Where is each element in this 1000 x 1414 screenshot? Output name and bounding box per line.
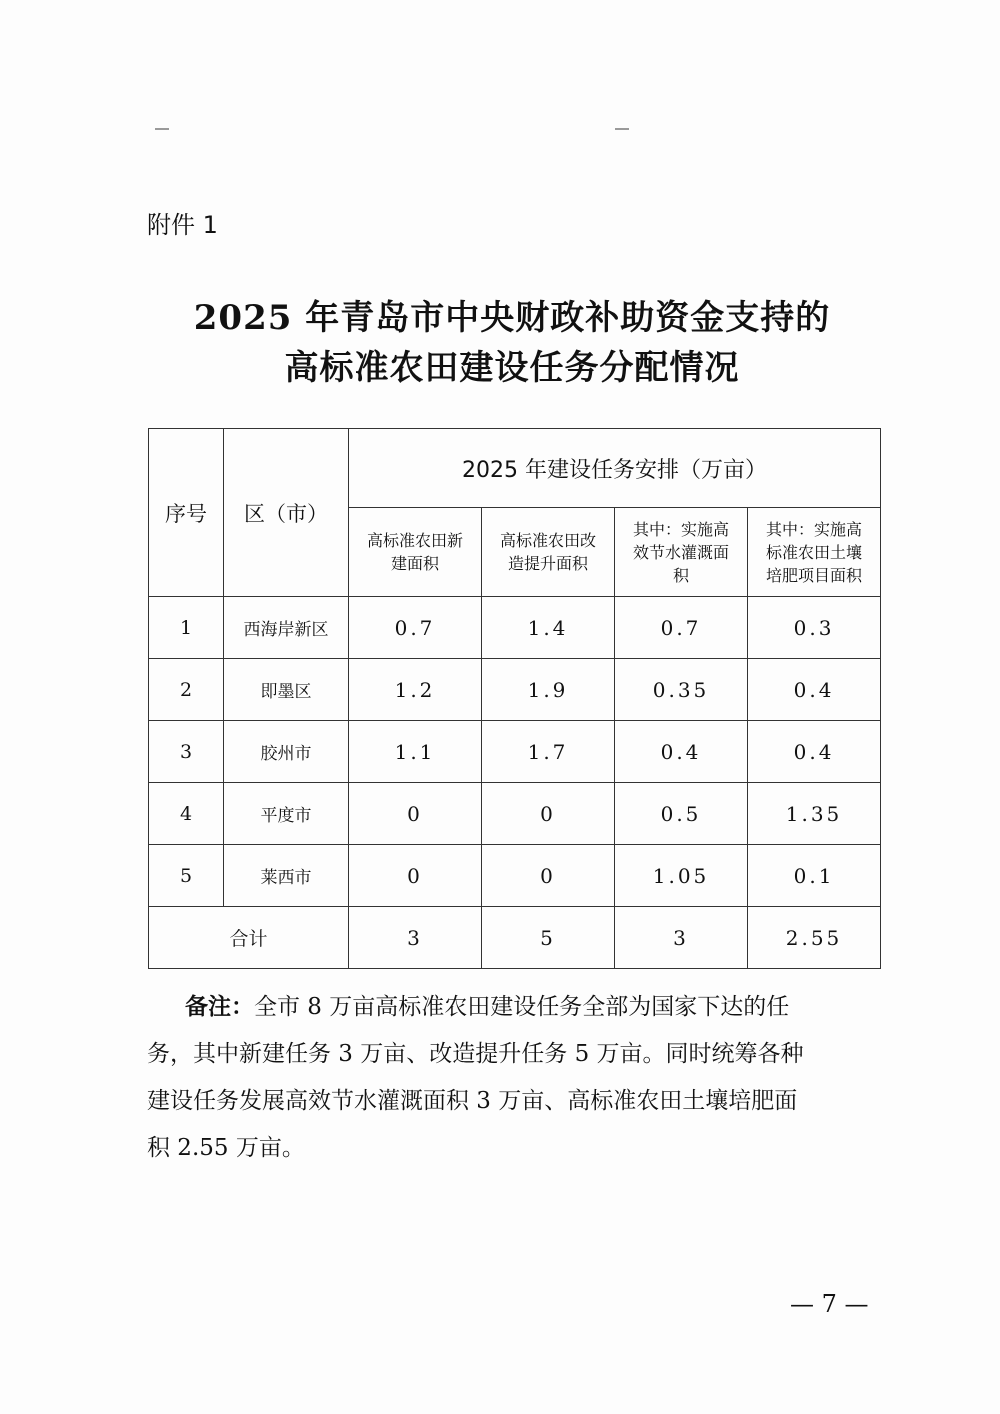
row-region: 西海岸新区	[224, 597, 349, 659]
cell-value: 1.9	[482, 659, 615, 721]
header-line: 标准农田土壤	[766, 542, 863, 562]
header-line: 其中：实施高	[632, 519, 729, 539]
cell-value: 0.5	[615, 783, 748, 845]
scan-mark-left	[155, 128, 169, 130]
total-value: 2.55	[748, 907, 881, 969]
header-soil-fertility-area	[748, 508, 881, 597]
cell-value: 0.35	[615, 659, 748, 721]
header-line: 积	[672, 565, 689, 585]
cell-value: 1.2	[349, 659, 482, 721]
remarks-line-4: 积 2.55 万亩。	[147, 1135, 305, 1161]
remarks	[147, 984, 887, 1172]
allocation-table	[148, 428, 881, 969]
row-region: 即墨区	[224, 659, 349, 721]
cell-value: 0.3	[748, 597, 881, 659]
table-row	[149, 845, 881, 907]
header-line: 高标准农田改	[499, 531, 596, 550]
row-region: 胶州市	[224, 721, 349, 783]
header-line: 效节水灌溉面	[632, 542, 729, 562]
row-index: 3	[149, 721, 224, 783]
total-value: 3	[615, 907, 748, 969]
document-title-line-2: 高标准农田建设任务分配情况	[284, 348, 740, 388]
table-total-row	[149, 907, 881, 969]
header-line: 高标准农田新	[366, 531, 463, 550]
header-index: 序号	[149, 429, 224, 597]
header-line: 培肥项目面积	[766, 565, 863, 585]
row-region: 莱西市	[224, 845, 349, 907]
cell-value: 0.4	[748, 721, 881, 783]
cell-value: 1.7	[482, 721, 615, 783]
row-index: 2	[149, 659, 224, 721]
header-line: 造提升面积	[507, 554, 588, 573]
remarks-line-2: 务，其中新建任务 3 万亩、改造提升任务 5 万亩。同时统筹各种	[147, 1041, 804, 1067]
remarks-text: 全市 8 万亩高标准农田建设任务全部为国家下达的任	[254, 994, 790, 1020]
scan-mark-right	[615, 128, 629, 130]
table-row	[149, 721, 881, 783]
header-region: 区（市）	[224, 429, 349, 597]
cell-value: 0.7	[349, 597, 482, 659]
remarks-label: 备注：	[185, 994, 254, 1020]
cell-value: 0.7	[615, 597, 748, 659]
document-title-line-1: 2025 年青岛市中央财政补助资金支持的	[193, 298, 831, 338]
header-water-saving-irrigation-area	[615, 508, 748, 597]
cell-value: 1.35	[748, 783, 881, 845]
header-task-group: 2025 年建设任务安排（万亩）	[349, 429, 881, 508]
total-value: 3	[349, 907, 482, 969]
cell-value: 1.1	[349, 721, 482, 783]
total-label: 合计	[149, 907, 349, 969]
row-region: 平度市	[224, 783, 349, 845]
table-row	[149, 783, 881, 845]
cell-value: 0	[482, 783, 615, 845]
remarks-line-1	[147, 984, 887, 1031]
cell-value: 0.4	[615, 721, 748, 783]
header-line: 建面积	[390, 554, 439, 573]
row-index: 4	[149, 783, 224, 845]
cell-value: 1.4	[482, 597, 615, 659]
header-upgrade-area	[482, 508, 615, 597]
remarks-line-3: 建设任务发展高效节水灌溉面积 3 万亩、高标准农田土壤培肥面	[147, 1088, 798, 1114]
page-number: — 7 —	[790, 1290, 869, 1318]
cell-value: 0	[349, 783, 482, 845]
cell-value: 0.1	[748, 845, 881, 907]
cell-value: 1.05	[615, 845, 748, 907]
header-line: 其中：实施高	[766, 519, 863, 539]
cell-value: 0	[349, 845, 482, 907]
row-index: 1	[149, 597, 224, 659]
row-index: 5	[149, 845, 224, 907]
header-new-construction-area	[349, 508, 482, 597]
cell-value: 0.4	[748, 659, 881, 721]
total-value: 5	[482, 907, 615, 969]
table-row	[149, 659, 881, 721]
cell-value: 0	[482, 845, 615, 907]
attachment-label: 附件 1	[147, 211, 218, 239]
table-row	[149, 597, 881, 659]
